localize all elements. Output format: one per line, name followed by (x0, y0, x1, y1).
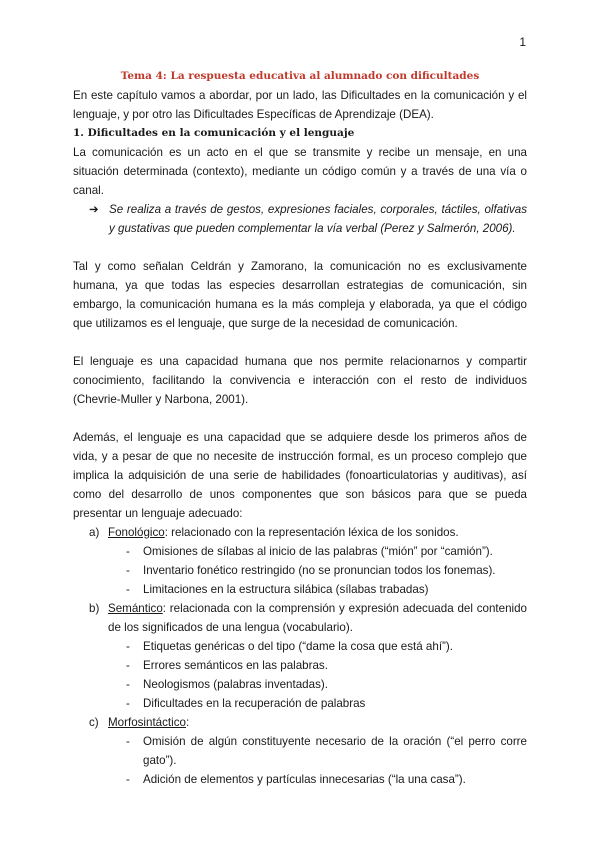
list-item: - Inventario fonético restringido (no se pronuncian todos los fonemas). (126, 561, 527, 580)
component-term: Morfosintáctico (108, 716, 186, 729)
component-item (89, 599, 527, 637)
component-description: : relacionado con la representación léxica de los sonidos. (164, 526, 459, 539)
component-item (89, 713, 527, 732)
arrow-bullet-icon: ➔ (89, 203, 99, 216)
dash-bullet: - (126, 697, 130, 710)
acquisition-paragraph: Además, el lenguaje es una capacidad que se adquiere desde los primeros años de vida, y a pesar de que no necesite de instrucción formal, es un proceso complejo que implica la adquisición de una serie de habilidades (fonoarticulatorias y auditivas), así como del desarrollo de unos componentes que son básicos para que se pueda presentar un lenguaje adecuado: (73, 431, 527, 520)
dash-bullet: - (126, 640, 130, 653)
list-item: - Omisiones de sílabas al inicio de las palabras (“mión” por “camión”). (126, 542, 527, 561)
component-item (89, 523, 527, 542)
list-item: - Omisión de algún constituyente necesario de la oración (“el perro corre gato”). (126, 732, 527, 770)
list-item: - Neologismos (palabras inventadas). (126, 675, 527, 694)
language-paragraph: El lenguaje es una capacidad humana que nos permite relacionarnos y compartir conocimiento, facilitando la convivencia e interacción con el resto de individuos (Chevrie-Muller y Narbona, 2001). (73, 355, 527, 406)
list-item: - Limitaciones en la estructura silábica (sílabas trabadas) (126, 580, 527, 599)
list-item: - Errores semánticos en las palabras. (126, 656, 527, 675)
components-list (73, 523, 527, 789)
dash-bullet: - (126, 678, 130, 691)
chapter-title: Tema 4: La respuesta educativa al alumnado con dificultades (120, 70, 480, 82)
component-term: Semántico (108, 602, 163, 615)
list-marker: b) (89, 602, 100, 615)
page-number: 1 (519, 35, 526, 49)
dash-bullet: - (126, 545, 130, 558)
document-body (73, 86, 527, 789)
component-description: : (185, 716, 190, 729)
celdran-paragraph: Tal y como señalan Celdrán y Zamorano, la comunicación no es exclusivamente humana, ya que todas las especies desarrollan estrategias de comunicación, sin embargo, la comunicación humana es la más compleja y elaborada, ya que el código que utilizamos es el lenguaje, que surge de la necesidad de comunicación. (73, 260, 527, 330)
intro-paragraph: En este capítulo vamos a abordar, por un lado, las Dificultades en la comunicación y el lenguaje, y por otro las Dificultades Específicas de Aprendizaje (DEA). (73, 89, 527, 121)
list-item: - Dificultades en la recuperación de palabras (126, 694, 527, 713)
component-term: Fonológico (108, 526, 165, 539)
dash-bullet: - (126, 583, 130, 596)
quote-block (89, 200, 527, 238)
component-description: : relacionada con la comprensión y expresión adecuada del contenido de los significados de una lengua (vocabulario). (108, 602, 527, 634)
quote-text: Se realiza a través de gestos, expresiones faciales, corporales, táctiles, olfativas y gustativas que pueden complementar la vía verbal (Perez y Salmerón, 2006). (109, 203, 527, 235)
section-heading: 1. Dificultades en la comunicación y el lenguaje (73, 127, 355, 139)
list-item: - Adición de elementos y partículas innecesarias (“la una casa”). (126, 770, 527, 789)
dash-bullet: - (126, 773, 130, 786)
list-marker: a) (89, 526, 100, 539)
communication-paragraph: La comunicación es un acto en el que se transmite y recibe un mensaje, en una situación determinada (contexto), mediante un código común y a través de una vía o canal. (73, 146, 527, 197)
dash-bullet: - (126, 735, 130, 748)
list-marker: c) (89, 716, 99, 729)
list-item: - Etiquetas genéricas o del tipo (“dame la cosa que está ahí”). (126, 637, 527, 656)
dash-bullet: - (126, 659, 130, 672)
dash-bullet: - (126, 564, 130, 577)
